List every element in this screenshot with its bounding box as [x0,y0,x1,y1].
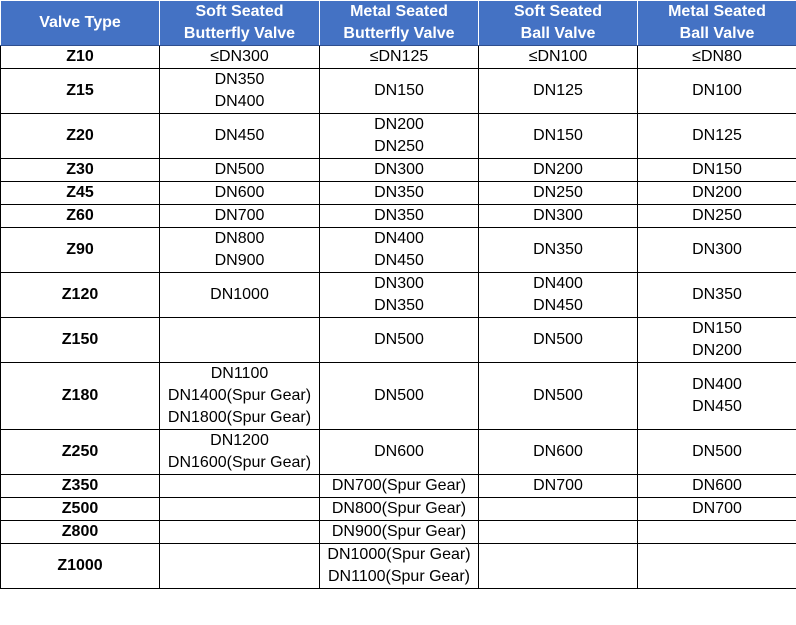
size-cell [320,318,479,363]
size-cell [638,498,796,521]
size-value: DN300 [374,275,424,292]
size-cell [160,475,320,498]
size-cell [160,544,320,589]
size-cell [320,475,479,498]
size-cell [479,159,638,182]
size-cell [320,69,479,114]
table-row [1,521,796,544]
size-cell [320,228,479,273]
size-cell [320,273,479,318]
size-cell [479,521,638,544]
size-value: DN500 [692,443,742,460]
size-value: DN300 [374,161,424,178]
header-line: Metal Seated [668,3,766,20]
size-value: DN500 [214,161,265,178]
size-value: DN450 [692,398,742,415]
table-row [1,182,796,205]
size-value: DN200 [533,161,583,178]
table-row [1,363,796,430]
table-row [1,475,796,498]
size-value: DN900(Spur Gear) [331,523,467,540]
size-cell [638,544,796,589]
size-value: DN1000 [210,286,269,303]
size-cell [160,205,320,228]
size-cell [320,544,479,589]
table-row [1,159,796,182]
valve-type-label: Z60 [66,207,94,224]
size-value: DN500 [374,331,424,348]
size-value: DN400 [374,230,424,247]
table-row [1,430,796,475]
size-cell [638,430,796,475]
size-value: DN400 [692,376,742,393]
valve-type-cell [1,228,160,273]
size-value: DN600 [214,184,265,201]
size-value: DN600 [692,477,742,494]
valve-type-cell [1,273,160,318]
valve-type-label: Z30 [66,161,94,178]
size-value: DN350 [374,184,424,201]
valve-type-label: Z150 [61,331,99,348]
size-cell [160,363,320,430]
size-cell [479,182,638,205]
size-value: DN100 [692,82,742,99]
size-value: DN350 [374,297,424,314]
size-cell [479,114,638,159]
size-cell [320,521,479,544]
size-value: DN700 [692,500,742,517]
valve-type-label: Z250 [61,443,99,460]
header-line: Metal Seated [350,3,448,20]
header-line: Butterfly Valve [183,25,296,42]
size-cell [320,430,479,475]
size-cell [638,363,796,430]
header-soft-seated-ball [479,1,638,46]
valve-type-cell [1,544,160,589]
table-row [1,273,796,318]
size-cell [160,521,320,544]
size-cell [320,46,479,69]
size-value: DN900 [214,252,265,269]
size-cell [320,498,479,521]
size-cell [160,273,320,318]
size-cell [160,46,320,69]
size-cell [320,363,479,430]
size-value: ≤DN100 [528,48,588,65]
size-cell [638,228,796,273]
size-value: DN450 [214,127,265,144]
size-value: DN700(Spur Gear) [331,477,467,494]
size-cell [479,205,638,228]
size-cell [320,159,479,182]
size-value: DN450 [374,252,424,269]
header-line: Soft Seated [513,3,602,20]
size-value: DN1100(Spur Gear) [328,568,470,585]
size-value: DN1000(Spur Gear) [327,546,471,563]
size-value: DN800 [214,230,265,247]
valve-type-label: Z20 [66,127,94,144]
table-row [1,114,796,159]
size-value: DN250 [374,138,424,155]
header-metal-seated-butterfly [320,1,479,46]
valve-type-label: Z350 [61,477,99,494]
size-value: DN400 [214,93,265,110]
header-line: Ball Valve [520,25,596,42]
size-value: DN300 [692,241,742,258]
valve-type-cell [1,46,160,69]
size-cell [479,475,638,498]
size-value: DN125 [692,127,742,144]
valve-type-label: Z45 [66,184,94,201]
size-cell [479,228,638,273]
size-cell [638,521,796,544]
size-value: DN1600(Spur Gear) [167,454,312,471]
header-line: Butterfly Valve [343,25,455,42]
size-cell [638,46,796,69]
table-row [1,205,796,228]
valve-type-cell [1,205,160,228]
size-value: DN150 [692,161,742,178]
valve-type-label: Z180 [61,387,99,404]
valve-type-cell [1,159,160,182]
size-value: DN500 [374,387,424,404]
size-value: DN125 [533,82,583,99]
size-value: DN350 [692,286,742,303]
size-value: DN1200 [210,432,269,449]
size-cell [479,46,638,69]
size-cell [479,273,638,318]
size-cell [160,114,320,159]
size-cell [638,273,796,318]
size-cell [638,205,796,228]
size-value: DN200 [692,342,742,359]
size-cell [160,430,320,475]
size-cell [638,69,796,114]
size-value: DN150 [533,127,583,144]
size-cell [638,114,796,159]
header-line: Ball Valve [679,25,755,42]
size-cell [638,159,796,182]
size-cell [479,318,638,363]
valve-type-label: Z10 [66,48,94,65]
valve-type-cell [1,318,160,363]
size-value: DN200 [692,184,742,201]
size-cell [160,69,320,114]
size-value: DN500 [533,387,583,404]
table-row [1,544,796,589]
table-row [1,228,796,273]
size-cell [479,69,638,114]
size-cell [160,228,320,273]
size-cell [160,498,320,521]
header-metal-seated-ball [638,1,796,46]
size-cell [638,182,796,205]
size-cell [320,182,479,205]
size-cell [160,318,320,363]
size-cell [479,544,638,589]
size-value: DN350 [214,71,265,88]
size-value: DN200 [374,116,424,133]
size-value: DN400 [533,275,583,292]
size-cell [479,498,638,521]
table-body [1,46,796,589]
valve-type-label: Z120 [61,286,99,303]
table-row [1,498,796,521]
size-value: DN500 [533,331,583,348]
size-cell [320,114,479,159]
size-value: DN700 [214,207,265,224]
size-cell [479,363,638,430]
table-row [1,318,796,363]
size-cell [638,318,796,363]
size-value: DN150 [374,82,424,99]
valve-type-label: Z800 [61,523,99,540]
size-value: DN350 [374,207,424,224]
size-value: ≤DN300 [210,48,269,65]
size-value: DN450 [533,297,583,314]
size-value: ≤DN125 [369,48,429,65]
valve-type-cell [1,363,160,430]
header-soft-seated-butterfly [160,1,320,46]
size-cell [320,205,479,228]
table-row [1,46,796,69]
size-value: DN250 [533,184,583,201]
size-cell [479,430,638,475]
valve-type-cell [1,114,160,159]
header-line: Valve Type [39,14,121,31]
size-value: DN350 [533,241,583,258]
header-valve-type [1,1,160,46]
valve-type-label: Z90 [66,241,94,258]
size-value: DN1400(Spur Gear) [167,387,312,404]
size-value: DN150 [692,320,742,337]
valve-type-cell [1,182,160,205]
valve-type-cell [1,498,160,521]
header-line: Soft Seated [195,3,284,20]
valve-type-cell [1,430,160,475]
valve-type-label: Z15 [66,82,94,99]
size-value: DN800(Spur Gear) [331,500,467,517]
size-cell [160,159,320,182]
size-value: DN250 [692,207,742,224]
size-value: DN600 [374,443,424,460]
size-value: DN1800(Spur Gear) [167,409,312,426]
size-value: DN600 [533,443,583,460]
size-cell [638,475,796,498]
size-value: DN300 [533,207,583,224]
header-row [1,1,796,46]
size-value: DN1100 [210,365,269,382]
size-cell [160,182,320,205]
size-value: DN700 [533,477,583,494]
valve-type-label: Z1000 [57,557,103,574]
size-value: ≤DN80 [692,48,742,65]
valve-type-cell [1,69,160,114]
valve-type-cell [1,521,160,544]
valve-type-label: Z500 [61,500,99,517]
table-row [1,69,796,114]
valve-type-cell [1,475,160,498]
